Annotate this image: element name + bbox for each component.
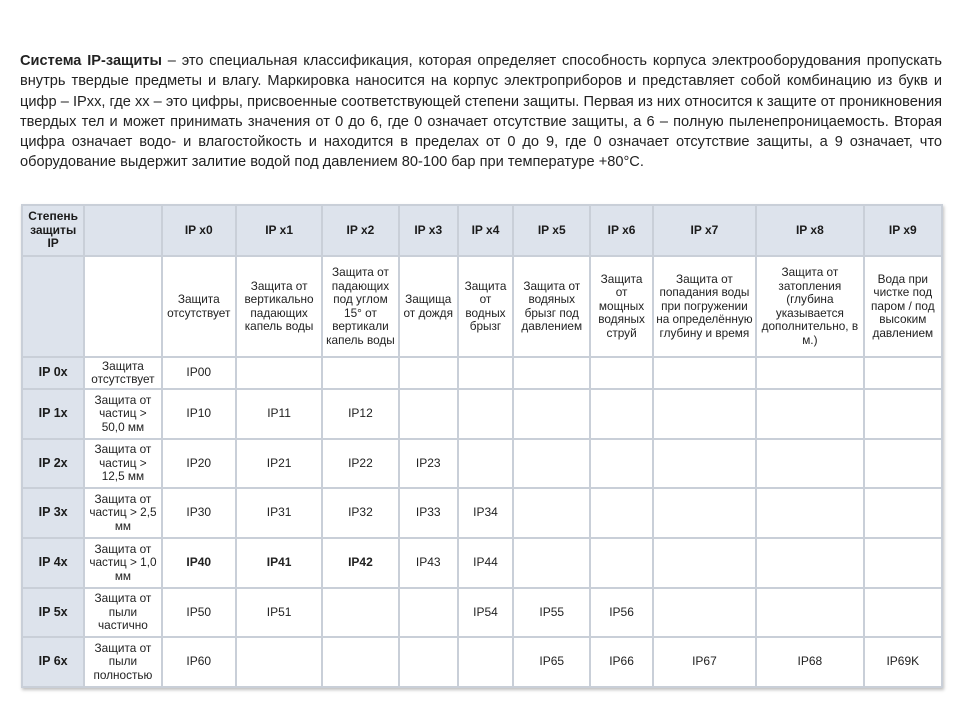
column-description: Вода при чистке под паром / под высоким давлением xyxy=(865,257,941,356)
row-description: Защита от частиц > 1,0 мм xyxy=(85,539,160,587)
table-cell: IP34 xyxy=(459,489,512,537)
table-row xyxy=(23,358,941,388)
table-cell: IP20 xyxy=(163,440,235,488)
column-header: IP x7 xyxy=(654,206,755,255)
table-cell xyxy=(591,440,651,488)
column-header: IP x4 xyxy=(459,206,512,255)
column-description: Защита от мощных водяных струй xyxy=(591,257,651,356)
table-cell xyxy=(591,489,651,537)
table-cell xyxy=(865,539,941,587)
table-cell: IP50 xyxy=(163,589,235,637)
table-cell: IP60 xyxy=(163,638,235,686)
column-description: Защита от водных брызг xyxy=(459,257,512,356)
intro-paragraph xyxy=(20,51,942,173)
table-cell xyxy=(757,589,862,637)
table-cell: IP44 xyxy=(459,539,512,587)
table-cell xyxy=(757,358,862,388)
table-cell xyxy=(654,440,755,488)
table-cell xyxy=(400,358,457,388)
table-cell xyxy=(654,539,755,587)
column-description: Защища от дождя xyxy=(400,257,457,356)
corner-header: Степень защиты IP xyxy=(23,206,83,255)
column-description: Защита от водяных брызг под давлением xyxy=(514,257,589,356)
row-description: Защита от частиц > 50,0 мм xyxy=(85,390,160,438)
table-cell: IP12 xyxy=(323,390,397,438)
table-cell xyxy=(757,390,862,438)
table-cell xyxy=(591,390,651,438)
table-cell xyxy=(865,589,941,637)
column-description: Защита от вертикально падающих капель воды xyxy=(237,257,321,356)
intro-term: Система IP-защиты xyxy=(20,53,162,69)
table-cell: IP67 xyxy=(654,638,755,686)
table-cell xyxy=(400,589,457,637)
table-cell xyxy=(654,489,755,537)
table-cell xyxy=(514,358,589,388)
table-cell: IP43 xyxy=(400,539,457,587)
blank-header xyxy=(85,206,160,255)
table-cell xyxy=(514,489,589,537)
table-cell: IP10 xyxy=(163,390,235,438)
table-cell xyxy=(757,539,862,587)
table-cell xyxy=(865,489,941,537)
row-header: IP 3x xyxy=(23,489,83,537)
column-description: Защита отсутствует xyxy=(163,257,235,356)
table-cell: IP68 xyxy=(757,638,862,686)
table-cell xyxy=(865,358,941,388)
column-description: Защита от падающих под углом 15° от вертикали капель воды xyxy=(323,257,397,356)
table-cell: IP31 xyxy=(237,489,321,537)
table-cell xyxy=(654,589,755,637)
column-header: IP x8 xyxy=(757,206,862,255)
table-cell xyxy=(459,358,512,388)
column-header: IP x9 xyxy=(865,206,941,255)
column-description: Защита от попадания воды при погружении на определённую глубину и время xyxy=(654,257,755,356)
table-cell: IP42 xyxy=(323,539,397,587)
table-cell xyxy=(757,440,862,488)
ip-protection-table xyxy=(21,204,943,688)
table-cell xyxy=(459,638,512,686)
table-cell: IP22 xyxy=(323,440,397,488)
table-cell: IP56 xyxy=(591,589,651,637)
row-header: IP 1x xyxy=(23,390,83,438)
column-header: IP x5 xyxy=(514,206,589,255)
table-cell: IP33 xyxy=(400,489,457,537)
row-description: Защита от частиц > 2,5 мм xyxy=(85,489,160,537)
column-header: IP x6 xyxy=(591,206,651,255)
table-cell xyxy=(459,390,512,438)
table-cell xyxy=(654,358,755,388)
column-header: IP x0 xyxy=(163,206,235,255)
table-cell xyxy=(323,589,397,637)
column-header: IP x3 xyxy=(400,206,457,255)
blank-description-cell xyxy=(85,257,160,356)
table-cell xyxy=(400,390,457,438)
row-header: IP 5x xyxy=(23,589,83,637)
table-row xyxy=(23,390,941,438)
column-header: IP x1 xyxy=(237,206,321,255)
row-header: IP 4x xyxy=(23,539,83,587)
row-header: IP 6x xyxy=(23,638,83,686)
table-cell xyxy=(757,489,862,537)
table-cell xyxy=(591,358,651,388)
table-row xyxy=(23,638,941,686)
table-cell: IP40 xyxy=(163,539,235,587)
intro-text: – это специальная классификация, которая определяет способность корпуса электрооборудования пропускать внутрь твердые предметы и влагу. Маркировка наносится на корпус электроприборов и представляет собой комбинацию из букв и цифр – IPxx, где xx – это цифры, присвоенные соответствующей степени защиты. Первая из них относится к защите от проникновения твердых тел и может принимать значения от 0 до 6, где 0 означает отсутствие защиты, а 6 – полную пыленепроницаемость. Вторая цифра означает водо- и влагостойкость и находится в пределах от 0 до 9, где 0 означает отсутствие защиты, а 9 означает, что оборудование выдержит залитие водой под давлением 80-100 бар при температуре +80°C. xyxy=(20,53,942,171)
table-cell xyxy=(400,638,457,686)
table-cell: IP21 xyxy=(237,440,321,488)
row-header: IP 0x xyxy=(23,358,83,388)
table-cell: IP69K xyxy=(865,638,941,686)
table-cell xyxy=(514,440,589,488)
table-cell: IP65 xyxy=(514,638,589,686)
table-cell: IP23 xyxy=(400,440,457,488)
table-cell xyxy=(514,390,589,438)
table-cell: IP32 xyxy=(323,489,397,537)
table-cell xyxy=(323,358,397,388)
table-row xyxy=(23,589,941,637)
table-cell xyxy=(237,358,321,388)
table-row xyxy=(23,539,941,587)
table-cell xyxy=(514,539,589,587)
row-description: Защита от частиц > 12,5 мм xyxy=(85,440,160,488)
table-cell xyxy=(237,638,321,686)
table-header-row xyxy=(23,206,941,255)
row-description: Защита от пыли полностью xyxy=(85,638,160,686)
column-description-row xyxy=(23,257,941,356)
table-cell xyxy=(459,440,512,488)
table-row xyxy=(23,440,941,488)
table-cell: IP41 xyxy=(237,539,321,587)
blank-description-header xyxy=(23,257,83,356)
table-cell xyxy=(591,539,651,587)
row-header: IP 2x xyxy=(23,440,83,488)
table-cell: IP55 xyxy=(514,589,589,637)
table-cell: IP30 xyxy=(163,489,235,537)
row-description: Защита от пыли частично xyxy=(85,589,160,637)
table-cell: IP54 xyxy=(459,589,512,637)
table-cell: IP51 xyxy=(237,589,321,637)
table-row xyxy=(23,489,941,537)
table-cell xyxy=(654,390,755,438)
table-cell: IP00 xyxy=(163,358,235,388)
column-description: Защита от затопления (глубина указывается дополнительно, в м.) xyxy=(757,257,862,356)
column-header: IP x2 xyxy=(323,206,397,255)
row-description: Защита отсутствует xyxy=(85,358,160,388)
table-cell: IP66 xyxy=(591,638,651,686)
table-cell xyxy=(865,390,941,438)
table-cell xyxy=(865,440,941,488)
table-cell: IP11 xyxy=(237,390,321,438)
table-cell xyxy=(323,638,397,686)
